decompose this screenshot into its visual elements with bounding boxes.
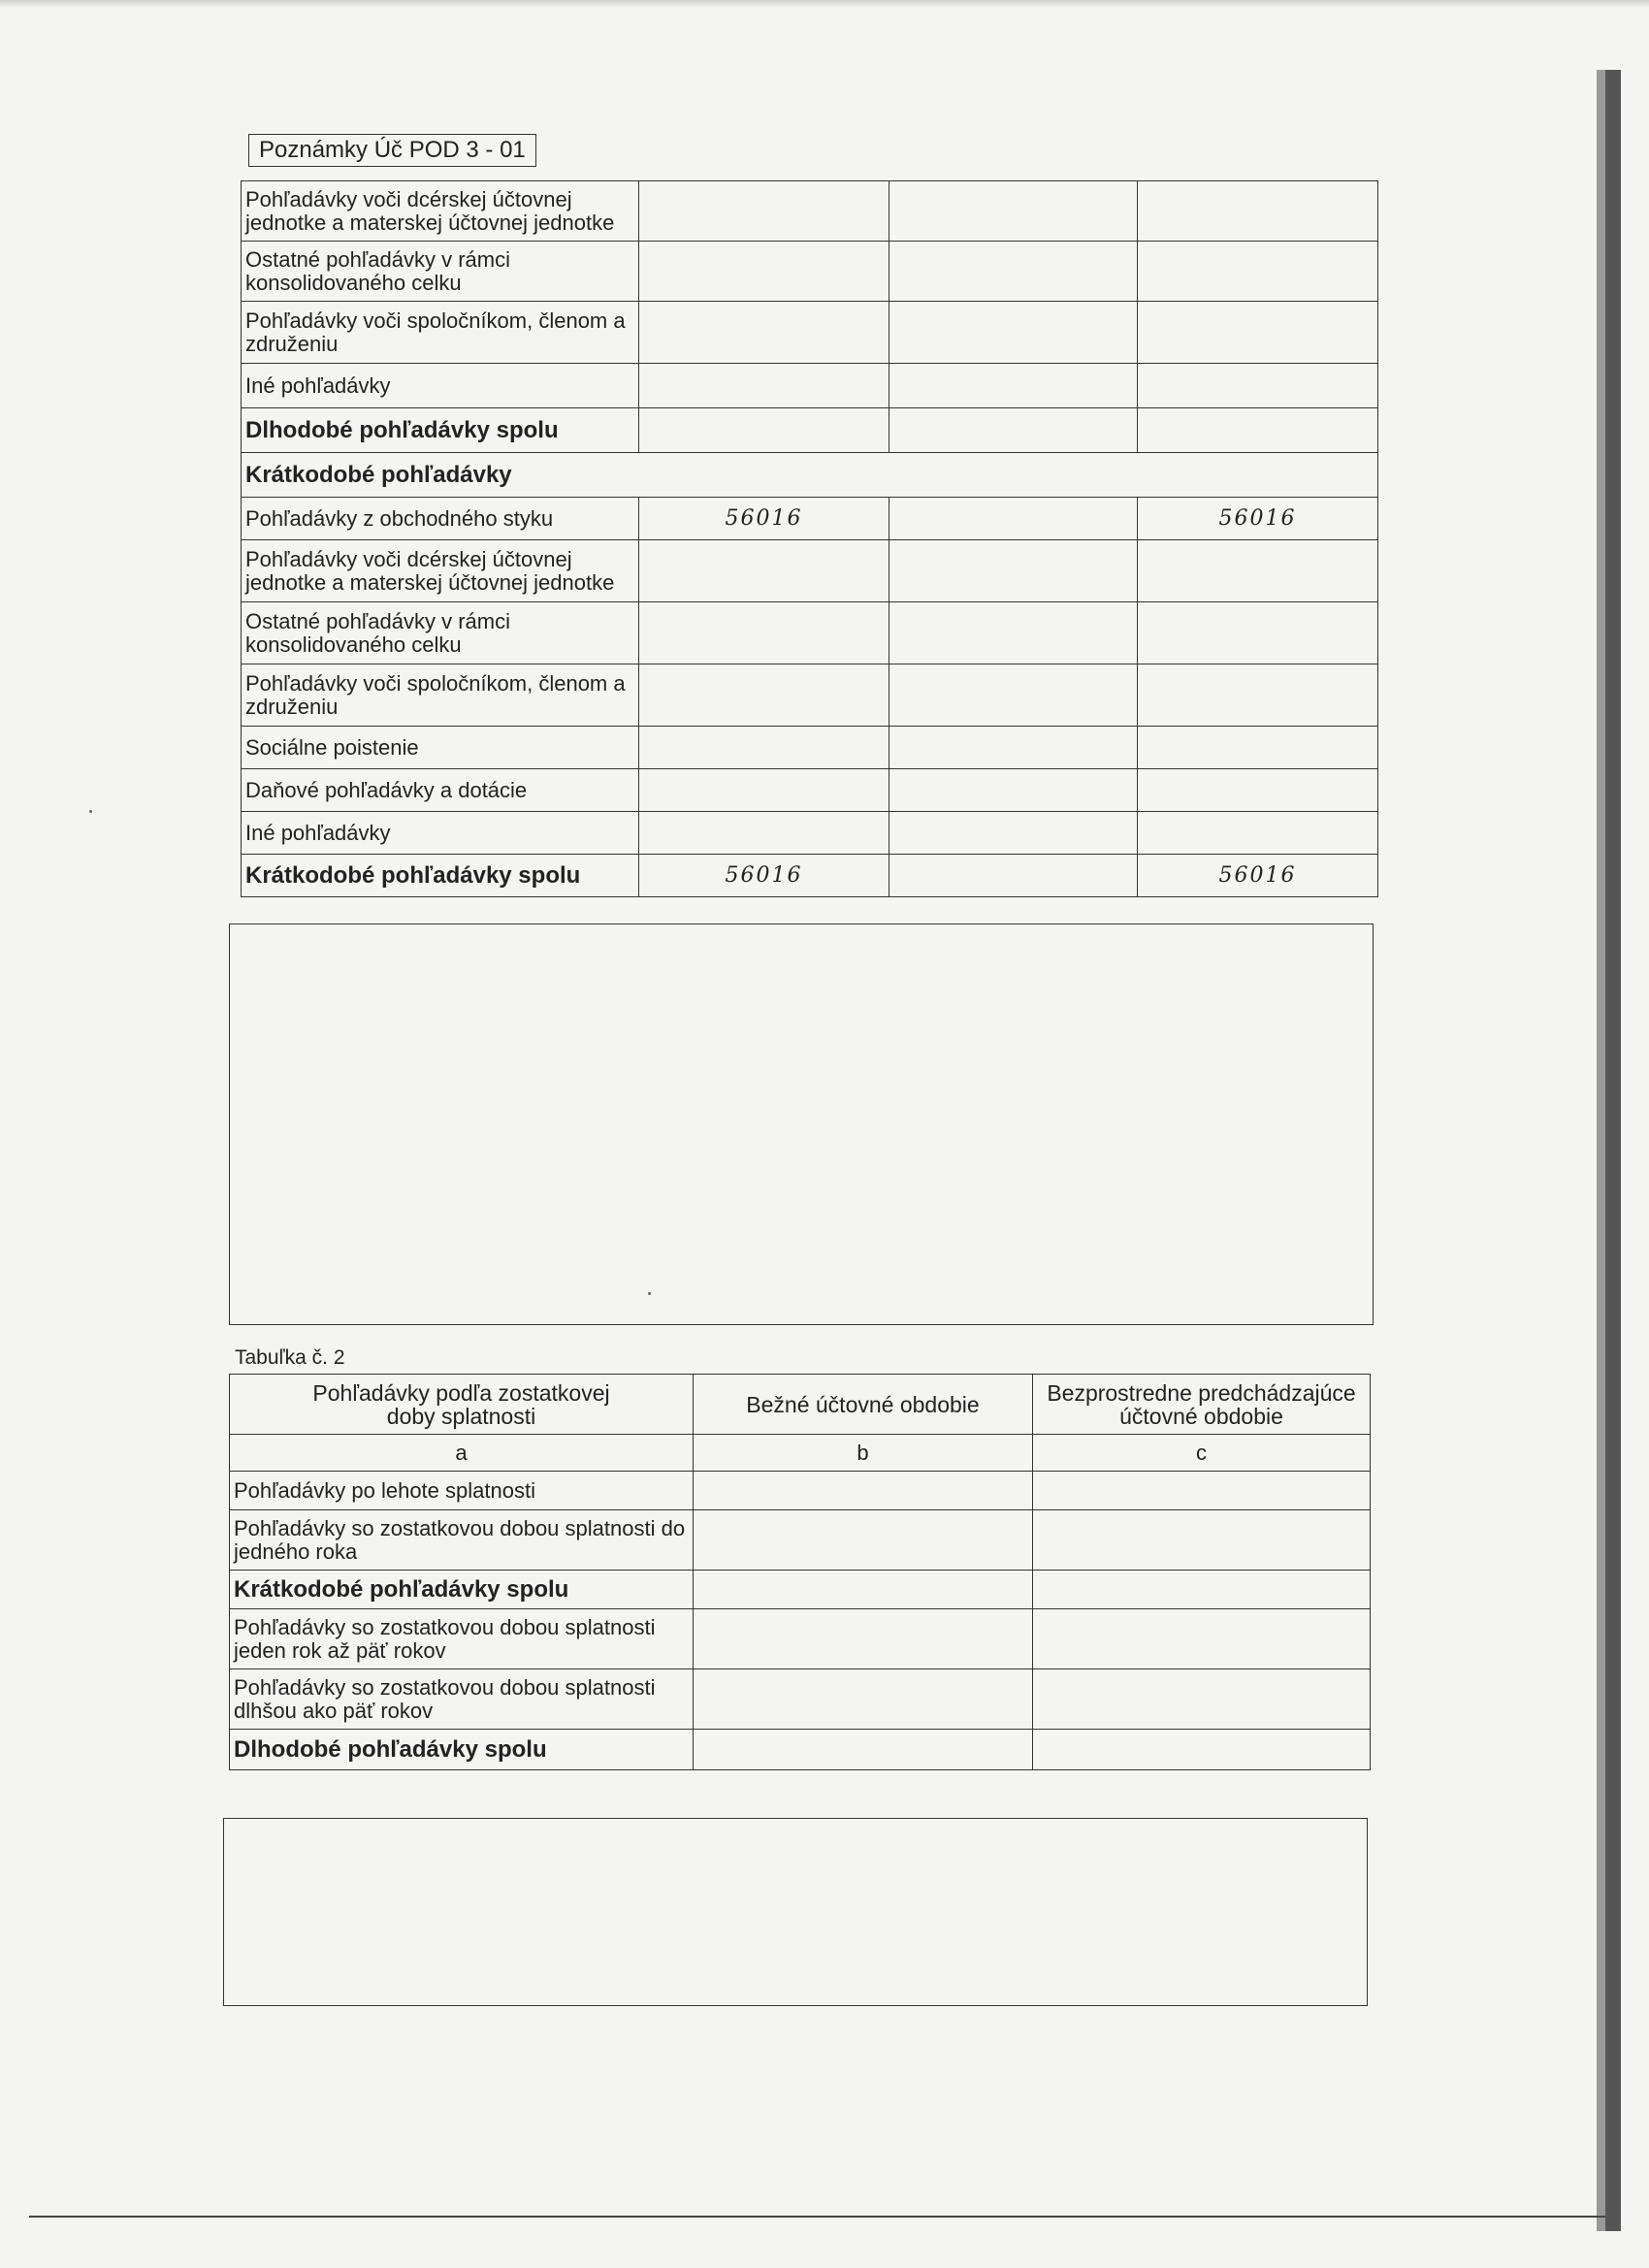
- maturity-table: [229, 1374, 1371, 1770]
- current-period-cell[interactable]: [639, 769, 889, 812]
- table-caption: Tabuľka č. 2: [235, 1346, 345, 1369]
- table-row: [230, 1510, 1371, 1571]
- previous-period-cell[interactable]: [1138, 540, 1378, 602]
- previous-period-cell[interactable]: [1033, 1571, 1371, 1609]
- current-period-cell[interactable]: [639, 181, 889, 242]
- previous-period-cell[interactable]: [1033, 1669, 1371, 1730]
- previous-period-cell[interactable]: [1138, 408, 1378, 453]
- current-period-cell[interactable]: [639, 242, 889, 302]
- table-row: [242, 302, 1378, 364]
- table-row: [242, 602, 1378, 664]
- current-period-cell[interactable]: [639, 602, 889, 664]
- middle-cell[interactable]: [889, 498, 1138, 540]
- current-period-cell[interactable]: [639, 364, 889, 408]
- table-row: [242, 498, 1378, 540]
- subheader-row: [230, 1435, 1371, 1472]
- previous-period-cell[interactable]: [1138, 364, 1378, 408]
- table-row: [230, 1571, 1371, 1609]
- current-period-cell[interactable]: [694, 1472, 1033, 1510]
- row-label: Ostatné pohľadávky v rámci konsolidovaného celku: [242, 242, 639, 302]
- row-label: Pohľadávky so zostatkovou dobou splatnosti jeden rok až päť rokov: [230, 1609, 694, 1669]
- table-row: [242, 855, 1378, 897]
- row-label: Daňové pohľadávky a dotácie: [242, 769, 639, 812]
- table-row: [230, 1609, 1371, 1669]
- handwritten-value[interactable]: 56016: [1138, 498, 1378, 540]
- previous-period-cell[interactable]: [1138, 769, 1378, 812]
- middle-cell[interactable]: [889, 727, 1138, 769]
- middle-cell[interactable]: [889, 302, 1138, 364]
- row-label: Pohľadávky so zostatkovou dobou splatnosti dlhšou ako päť rokov: [230, 1669, 694, 1730]
- table-row: [242, 364, 1378, 408]
- previous-period-cell[interactable]: [1033, 1730, 1371, 1770]
- table-row: [242, 540, 1378, 602]
- previous-period-cell[interactable]: [1033, 1510, 1371, 1571]
- header-row: [230, 1375, 1371, 1435]
- row-label: Iné pohľadávky: [242, 364, 639, 408]
- previous-period-cell[interactable]: [1138, 302, 1378, 364]
- previous-period-cell[interactable]: [1138, 664, 1378, 727]
- table-row: [230, 1472, 1371, 1510]
- current-period-cell[interactable]: [639, 540, 889, 602]
- page-top-shadow: [0, 0, 1649, 8]
- page-bottom-line: [29, 2216, 1605, 2218]
- handwritten-value[interactable]: 56016: [639, 855, 889, 897]
- notes-box[interactable]: [229, 923, 1374, 1325]
- middle-cell[interactable]: [889, 602, 1138, 664]
- notes-box[interactable]: [223, 1818, 1368, 2006]
- table-row: [242, 664, 1378, 727]
- middle-cell[interactable]: [889, 540, 1138, 602]
- row-label: Ostatné pohľadávky v rámci konsolidovaného celku: [242, 602, 639, 664]
- middle-cell[interactable]: [889, 812, 1138, 855]
- current-period-cell[interactable]: [694, 1669, 1033, 1730]
- previous-period-cell[interactable]: [1138, 602, 1378, 664]
- current-period-cell[interactable]: [639, 664, 889, 727]
- middle-cell[interactable]: [889, 769, 1138, 812]
- previous-period-cell[interactable]: [1033, 1472, 1371, 1510]
- column-letter: b: [694, 1435, 1033, 1472]
- table-row: [242, 812, 1378, 855]
- row-label: Pohľadávky z obchodného styku: [242, 498, 639, 540]
- table-row: [230, 1669, 1371, 1730]
- column-header: Bezprostredne predchádzajúce účtovné obdobie: [1033, 1375, 1371, 1435]
- middle-cell[interactable]: [889, 855, 1138, 897]
- row-label: Pohľadávky voči dcérskej účtovnej jednotke a materskej účtovnej jednotke: [242, 540, 639, 602]
- row-label: Dlhodobé pohľadávky spolu: [230, 1730, 694, 1770]
- current-period-cell[interactable]: [639, 812, 889, 855]
- table-row: [242, 769, 1378, 812]
- middle-cell[interactable]: [889, 181, 1138, 242]
- column-letter: a: [230, 1435, 694, 1472]
- row-label: Iné pohľadávky: [242, 812, 639, 855]
- handwritten-value[interactable]: 56016: [639, 498, 889, 540]
- row-label: Krátkodobé pohľadávky spolu: [242, 855, 639, 897]
- row-label: Dlhodobé pohľadávky spolu: [242, 408, 639, 453]
- page-edge-shadow: [1597, 70, 1605, 2231]
- form-title: Poznámky Úč POD 3 - 01: [248, 134, 536, 167]
- row-label: Pohľadávky voči spoločníkom, členom a združeniu: [242, 664, 639, 727]
- current-period-cell[interactable]: [694, 1510, 1033, 1571]
- receivables-table: [241, 180, 1378, 897]
- current-period-cell[interactable]: [694, 1571, 1033, 1609]
- page-edge: [1605, 70, 1621, 2231]
- current-period-cell[interactable]: [639, 408, 889, 453]
- handwritten-value[interactable]: 56016: [1138, 855, 1378, 897]
- row-label: Pohľadávky po lehote splatnosti: [230, 1472, 694, 1510]
- table-row: [230, 1730, 1371, 1770]
- table-row: [242, 242, 1378, 302]
- table-row: [242, 408, 1378, 453]
- previous-period-cell[interactable]: [1138, 181, 1378, 242]
- previous-period-cell[interactable]: [1033, 1609, 1371, 1669]
- section-header-row: [242, 453, 1378, 498]
- row-label: Sociálne poistenie: [242, 727, 639, 769]
- row-label: Pohľadávky voči dcérskej účtovnej jednotke a materskej účtovnej jednotke: [242, 181, 639, 242]
- scan-speck: [89, 810, 92, 813]
- previous-period-cell[interactable]: [1138, 242, 1378, 302]
- row-label: Krátkodobé pohľadávky spolu: [230, 1571, 694, 1609]
- current-period-cell[interactable]: [694, 1609, 1033, 1669]
- current-period-cell[interactable]: [694, 1730, 1033, 1770]
- middle-cell[interactable]: [889, 364, 1138, 408]
- row-label: Pohľadávky voči spoločníkom, členom a združeniu: [242, 302, 639, 364]
- middle-cell[interactable]: [889, 664, 1138, 727]
- previous-period-cell[interactable]: [1138, 727, 1378, 769]
- previous-period-cell[interactable]: [1138, 812, 1378, 855]
- current-period-cell[interactable]: [639, 302, 889, 364]
- column-letter: c: [1033, 1435, 1371, 1472]
- middle-cell[interactable]: [889, 242, 1138, 302]
- current-period-cell[interactable]: [639, 727, 889, 769]
- row-label: Pohľadávky so zostatkovou dobou splatnosti do jedného roka: [230, 1510, 694, 1571]
- column-header: Bežné účtovné obdobie: [694, 1375, 1033, 1435]
- section-label: Krátkodobé pohľadávky: [242, 453, 1378, 498]
- table-row: [242, 727, 1378, 769]
- column-header: Pohľadávky podľa zostatkovej doby splatnosti: [230, 1375, 694, 1435]
- table-row: [242, 181, 1378, 242]
- middle-cell[interactable]: [889, 408, 1138, 453]
